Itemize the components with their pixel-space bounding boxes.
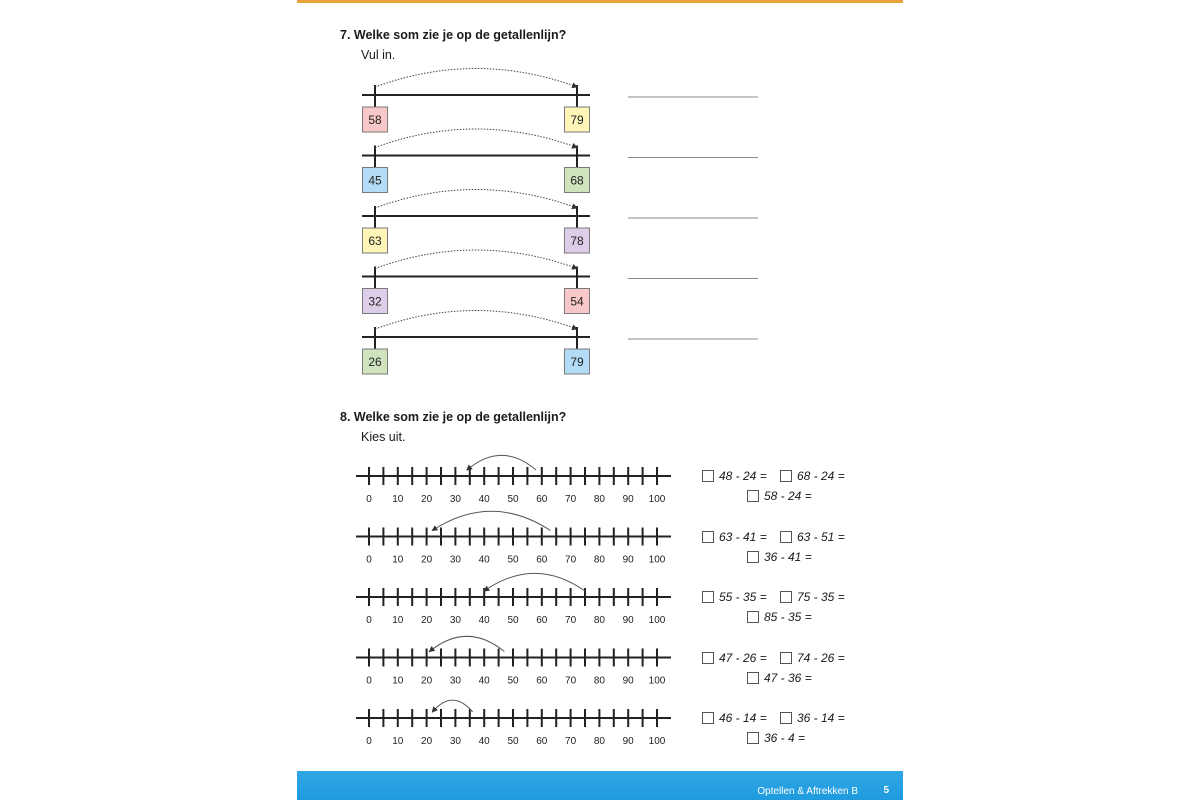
tick-label: 30 bbox=[449, 615, 461, 626]
tick-label: 90 bbox=[622, 736, 634, 747]
tick-label: 20 bbox=[421, 675, 433, 687]
exercise-7-title: 7. Welke som zie je op de getallenlijn? bbox=[340, 28, 567, 42]
option-checkbox[interactable] bbox=[780, 470, 792, 482]
option-label: 68 - 24 = bbox=[797, 469, 845, 483]
number-box-label: 45 bbox=[368, 173, 382, 188]
tick-label: 60 bbox=[536, 736, 548, 747]
answer-option[interactable] bbox=[702, 530, 767, 544]
tick-label: 80 bbox=[593, 554, 605, 566]
answer-option[interactable] bbox=[780, 469, 845, 483]
page-number: 5 bbox=[883, 785, 889, 796]
option-checkbox[interactable] bbox=[780, 531, 792, 543]
tick-label: 0 bbox=[366, 736, 372, 747]
answer-option[interactable] bbox=[747, 610, 812, 624]
tick-label: 70 bbox=[565, 494, 577, 505]
number-box-label: 68 bbox=[570, 173, 584, 188]
answer-option[interactable] bbox=[780, 711, 845, 725]
tick-label: 0 bbox=[366, 494, 372, 505]
tick-label: 10 bbox=[392, 736, 404, 747]
tick-label: 10 bbox=[392, 675, 404, 687]
tick-label: 90 bbox=[622, 494, 634, 505]
number-box-label: 26 bbox=[368, 355, 382, 369]
tick-label: 10 bbox=[392, 494, 404, 505]
tick-label: 90 bbox=[622, 675, 634, 687]
tick-label: 20 bbox=[421, 494, 433, 505]
option-checkbox[interactable] bbox=[702, 591, 714, 603]
tick-label: 70 bbox=[565, 736, 577, 747]
option-checkbox[interactable] bbox=[747, 672, 759, 684]
tick-label: 40 bbox=[478, 554, 490, 566]
tick-label: 10 bbox=[392, 554, 404, 566]
answer-option[interactable] bbox=[780, 590, 845, 604]
option-checkbox[interactable] bbox=[702, 712, 714, 724]
option-label: 63 - 51 = bbox=[797, 529, 845, 544]
answer-option[interactable] bbox=[747, 671, 812, 685]
option-label: 75 - 35 = bbox=[797, 590, 845, 604]
footer-title: Optellen & Aftrekken B bbox=[757, 786, 858, 797]
option-checkbox[interactable] bbox=[702, 531, 714, 543]
number-box-label: 63 bbox=[368, 234, 382, 248]
tick-label: 0 bbox=[366, 675, 372, 687]
option-label: 63 - 41 = bbox=[719, 529, 767, 544]
tick-label: 80 bbox=[593, 615, 605, 626]
tick-label: 20 bbox=[421, 736, 433, 747]
number-box-label: 58 bbox=[368, 113, 382, 127]
option-label: 36 - 14 = bbox=[797, 711, 845, 725]
tick-label: 60 bbox=[536, 494, 548, 505]
answer-option[interactable] bbox=[702, 651, 767, 665]
option-checkbox[interactable] bbox=[780, 591, 792, 603]
jump-arrow bbox=[432, 511, 550, 530]
option-checkbox[interactable] bbox=[780, 652, 792, 664]
option-label: 36 - 4 = bbox=[764, 731, 806, 745]
tick-label: 40 bbox=[478, 615, 490, 626]
number-box-label: 79 bbox=[570, 113, 584, 127]
option-label: 36 - 41 = bbox=[764, 549, 812, 564]
option-label: 85 - 35 = bbox=[764, 610, 812, 624]
tick-label: 90 bbox=[622, 554, 634, 566]
tick-label: 100 bbox=[648, 615, 666, 626]
tick-label: 20 bbox=[421, 615, 433, 626]
tick-label: 70 bbox=[565, 554, 577, 566]
tick-label: 50 bbox=[507, 615, 519, 626]
tick-label: 80 bbox=[593, 675, 605, 687]
tick-label: 0 bbox=[366, 554, 372, 566]
tick-label: 40 bbox=[478, 736, 490, 747]
exercise-8-title: 8. Welke som zie je op de getallenlijn? bbox=[340, 410, 567, 424]
exercise-8-instruction: Kies uit. bbox=[361, 430, 406, 444]
number-box-label: 79 bbox=[570, 355, 584, 369]
option-checkbox[interactable] bbox=[702, 652, 714, 664]
option-label: 47 - 26 = bbox=[719, 650, 767, 665]
number-box-label: 32 bbox=[368, 294, 382, 309]
option-checkbox[interactable] bbox=[702, 470, 714, 482]
tick-label: 30 bbox=[449, 494, 461, 505]
option-checkbox[interactable] bbox=[747, 551, 759, 563]
answer-option[interactable] bbox=[747, 550, 812, 564]
option-label: 74 - 26 = bbox=[797, 650, 845, 665]
tick-label: 40 bbox=[478, 675, 490, 687]
tick-label: 70 bbox=[565, 675, 577, 687]
tick-label: 100 bbox=[648, 494, 666, 505]
jump-arrow bbox=[467, 455, 536, 470]
tick-label: 50 bbox=[507, 494, 519, 505]
answer-option[interactable] bbox=[702, 469, 767, 483]
exercise-7-instruction: Vul in. bbox=[361, 48, 396, 62]
tick-label: 30 bbox=[449, 554, 461, 566]
option-label: 47 - 36 = bbox=[764, 670, 812, 685]
option-label: 58 - 24 = bbox=[764, 489, 812, 503]
option-label: 46 - 14 = bbox=[719, 711, 767, 725]
answer-option[interactable] bbox=[780, 530, 845, 544]
option-checkbox[interactable] bbox=[780, 712, 792, 724]
option-checkbox[interactable] bbox=[747, 732, 759, 744]
tick-label: 100 bbox=[648, 554, 666, 566]
footer-bar bbox=[297, 771, 903, 800]
answer-option[interactable] bbox=[747, 731, 805, 745]
tick-label: 80 bbox=[593, 494, 605, 505]
option-checkbox[interactable] bbox=[747, 490, 759, 502]
tick-label: 90 bbox=[622, 615, 634, 626]
tick-label: 60 bbox=[536, 675, 548, 687]
tick-label: 50 bbox=[507, 736, 519, 747]
number-box-label: 54 bbox=[570, 294, 584, 309]
number-box-label: 78 bbox=[570, 234, 584, 248]
tick-label: 70 bbox=[565, 615, 577, 626]
answer-option[interactable] bbox=[702, 590, 767, 604]
tick-label: 30 bbox=[449, 675, 461, 687]
answer-option[interactable] bbox=[702, 711, 767, 725]
option-label: 48 - 24 = bbox=[719, 469, 767, 483]
tick-label: 10 bbox=[392, 615, 404, 626]
tick-label: 80 bbox=[593, 736, 605, 747]
tick-label: 20 bbox=[421, 554, 433, 566]
answer-option[interactable] bbox=[747, 489, 812, 503]
answer-option[interactable] bbox=[780, 651, 845, 665]
option-label: 55 - 35 = bbox=[719, 590, 767, 604]
tick-label: 50 bbox=[507, 675, 519, 687]
tick-label: 30 bbox=[449, 736, 461, 747]
tick-label: 60 bbox=[536, 554, 548, 566]
tick-label: 60 bbox=[536, 615, 548, 626]
tick-label: 100 bbox=[648, 736, 666, 747]
jump-arrow bbox=[432, 700, 472, 712]
tick-label: 100 bbox=[648, 675, 666, 687]
tick-label: 50 bbox=[507, 554, 519, 566]
tick-label: 0 bbox=[366, 615, 372, 626]
tick-label: 40 bbox=[478, 494, 490, 505]
option-checkbox[interactable] bbox=[747, 611, 759, 623]
